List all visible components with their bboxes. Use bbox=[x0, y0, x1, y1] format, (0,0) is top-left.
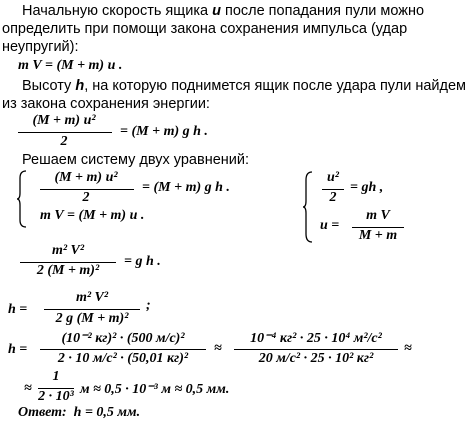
intro-text-b: после попадания пули можно bbox=[220, 3, 425, 19]
h-lhs: h = bbox=[8, 302, 28, 317]
answer-label: Ответ: bbox=[18, 405, 67, 420]
energy-denominator: 2 bbox=[60, 134, 68, 149]
result-numerator: 1 bbox=[52, 369, 60, 384]
system-text: Решаем систему двух уравнений: bbox=[22, 152, 250, 168]
h-semicolon: ; bbox=[146, 298, 151, 313]
system-right-lhs2: u = bbox=[320, 218, 340, 233]
numeric-numerator-2: 10⁻⁴ кг² · 25 · 10⁴ м²/с² bbox=[250, 331, 382, 346]
result-denominator: 2 · 10³ bbox=[38, 389, 74, 404]
numeric-numerator-1: (10⁻² кг)² · (500 м/с)² bbox=[61, 331, 185, 346]
numeric-denominator-1: 2 · 10 м/с² · (50,01 кг)² bbox=[57, 351, 189, 366]
momentum-equation: m V = (M + m) u . bbox=[18, 58, 123, 73]
height-line-1 bbox=[22, 77, 466, 95]
left-system-brace bbox=[16, 170, 28, 228]
numeric-approx-2: ≈ bbox=[404, 341, 412, 356]
system-right-denominator: 2 bbox=[329, 190, 337, 205]
energy-rhs: = (M + m) g h . bbox=[120, 124, 208, 139]
answer-value: h = 0,5 мм. bbox=[73, 405, 141, 420]
height-text-a: Высоту bbox=[22, 78, 76, 94]
intro-line-3: неупругий): bbox=[2, 39, 79, 55]
height-line-2: из закона сохранения энергии: bbox=[2, 96, 210, 112]
combined-denominator: 2 (M + m)² bbox=[36, 263, 100, 278]
intro-line-2: определить при помощи закона сохранения импульса (удар bbox=[2, 21, 408, 37]
system-left-rhs: = (M + m) g h . bbox=[142, 180, 230, 195]
combined-numerator: m² V² bbox=[51, 243, 85, 258]
h-denominator: 2 g (M + m)² bbox=[55, 311, 129, 326]
right-system-brace bbox=[302, 171, 314, 243]
system-right-numerator: u² bbox=[327, 170, 339, 185]
numeric-approx-1: ≈ bbox=[214, 341, 222, 356]
numeric-denominator-2: 20 м/с² · 25 · 10² кг² bbox=[258, 351, 374, 366]
system-left-denominator: 2 bbox=[82, 190, 90, 205]
height-text-b: , на которую поднимется ящик после удара пули найдем bbox=[84, 78, 466, 94]
system-left-row2: m V = (M + m) u . bbox=[40, 208, 145, 223]
system-right-rhs: = gh , bbox=[350, 180, 384, 195]
numeric-lhs: h = bbox=[8, 342, 28, 357]
h-numerator: m² V² bbox=[75, 290, 109, 305]
var-u: u bbox=[212, 3, 221, 19]
system-right-numerator2: m V bbox=[366, 208, 390, 223]
energy-numerator: (M + m) u² bbox=[32, 113, 96, 128]
answer-line bbox=[18, 405, 140, 421]
intro-line-1 bbox=[22, 2, 424, 20]
result-approx: ≈ bbox=[24, 381, 32, 396]
result-rest: м ≈ 0,5 · 10⁻³ м ≈ 0,5 мм. bbox=[80, 382, 230, 397]
intro-text-a: Начальную скорость ящика bbox=[22, 3, 213, 19]
combined-rhs: = g h . bbox=[124, 254, 161, 269]
system-left-numerator: (M + m) u² bbox=[54, 170, 118, 185]
var-h: h bbox=[75, 78, 85, 94]
system-right-denominator2: M + m bbox=[358, 228, 398, 243]
